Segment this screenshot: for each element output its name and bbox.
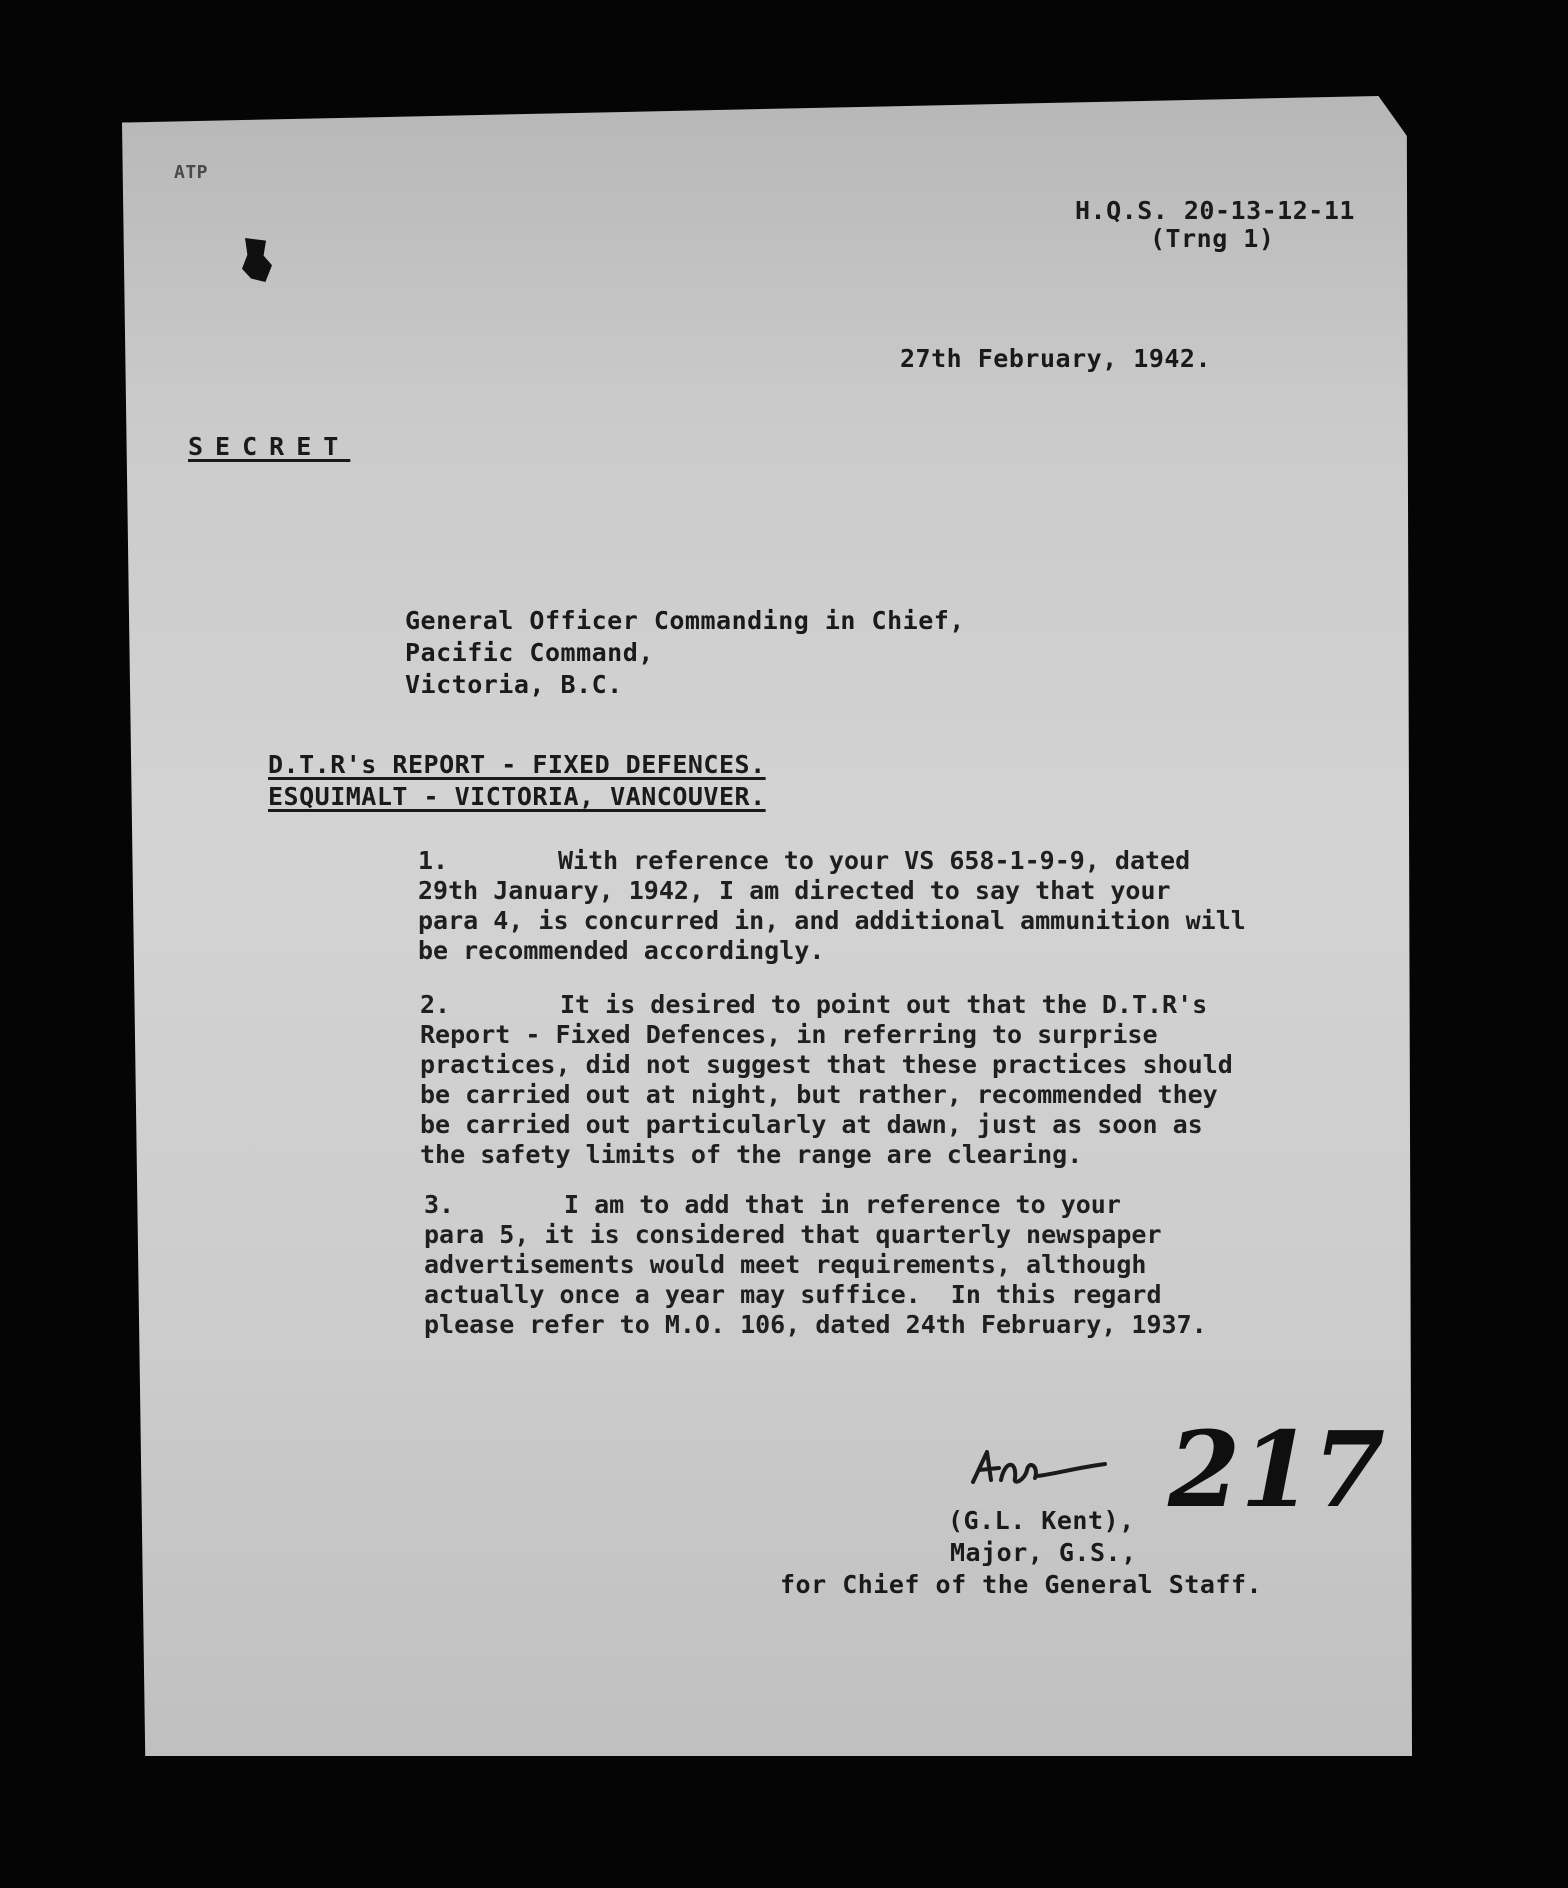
paragraph-line: be carried out at night, but rather, recommended they bbox=[420, 1080, 1218, 1109]
paragraph-line: advertisements would meet requirements, although bbox=[424, 1250, 1147, 1279]
paragraph-1 bbox=[418, 846, 1246, 966]
paragraph-number: 1. bbox=[418, 846, 449, 875]
addressee-line-2: Pacific Command, bbox=[405, 638, 654, 667]
paragraph-2 bbox=[420, 990, 1233, 1170]
subject-line-1: D.T.R's REPORT - FIXED DEFENCES. bbox=[268, 750, 766, 779]
paragraph-line: para 4, is concurred in, and additional ammunition will bbox=[418, 906, 1246, 935]
signatory-name: (G.L. Kent), bbox=[948, 1506, 1135, 1535]
paragraph-line: 29th January, 1942, I am directed to say that your bbox=[418, 876, 1171, 905]
paragraph-number: 3. bbox=[424, 1190, 455, 1219]
paragraph-line: Report - Fixed Defences, in referring to surprise bbox=[420, 1020, 1158, 1049]
paragraph-line: With reference to your VS 658-1-9-9, dated bbox=[558, 846, 1191, 875]
paragraph-line: para 5, it is considered that quarterly newspaper bbox=[424, 1220, 1162, 1249]
file-reference: H.Q.S. 20-13-12-11 bbox=[1075, 196, 1355, 225]
handwritten-page-number bbox=[1160, 1408, 1386, 1531]
paragraph-line: be recommended accordingly. bbox=[418, 936, 825, 965]
paragraph-line: please refer to M.O. 106, dated 24th February, 1937. bbox=[424, 1310, 1207, 1339]
paragraph-line: the safety limits of the range are clearing. bbox=[420, 1140, 1083, 1169]
classification-marking: SECRET bbox=[188, 432, 351, 461]
file-reference-sub: (Trng 1) bbox=[1150, 224, 1275, 253]
corner-mark: ATP bbox=[174, 162, 209, 183]
subject-line-2: ESQUIMALT - VICTORIA, VANCOUVER. bbox=[268, 782, 766, 811]
letter-date: 27th February, 1942. bbox=[900, 344, 1212, 373]
paragraph-line: actually once a year may suffice. In this regard bbox=[424, 1280, 1162, 1309]
page-number-text: 217 bbox=[1168, 1408, 1386, 1531]
paragraph-line: It is desired to point out that the D.T.R's bbox=[560, 990, 1208, 1019]
signatory-rank: Major, G.S., bbox=[950, 1538, 1137, 1567]
paragraph-line: I am to add that in reference to your bbox=[564, 1190, 1121, 1219]
paragraph-number: 2. bbox=[420, 990, 451, 1019]
paragraph-line: practices, did not suggest that these practices should bbox=[420, 1050, 1233, 1079]
addressee-line-1: General Officer Commanding in Chief, bbox=[405, 606, 965, 635]
handwritten-initials bbox=[965, 1440, 1115, 1500]
addressee-line-3: Victoria, B.C. bbox=[405, 670, 623, 699]
signatory-role: for Chief of the General Staff. bbox=[780, 1570, 1263, 1599]
paragraph-3 bbox=[424, 1190, 1207, 1340]
paragraph-line: be carried out particularly at dawn, just as soon as bbox=[420, 1110, 1203, 1139]
